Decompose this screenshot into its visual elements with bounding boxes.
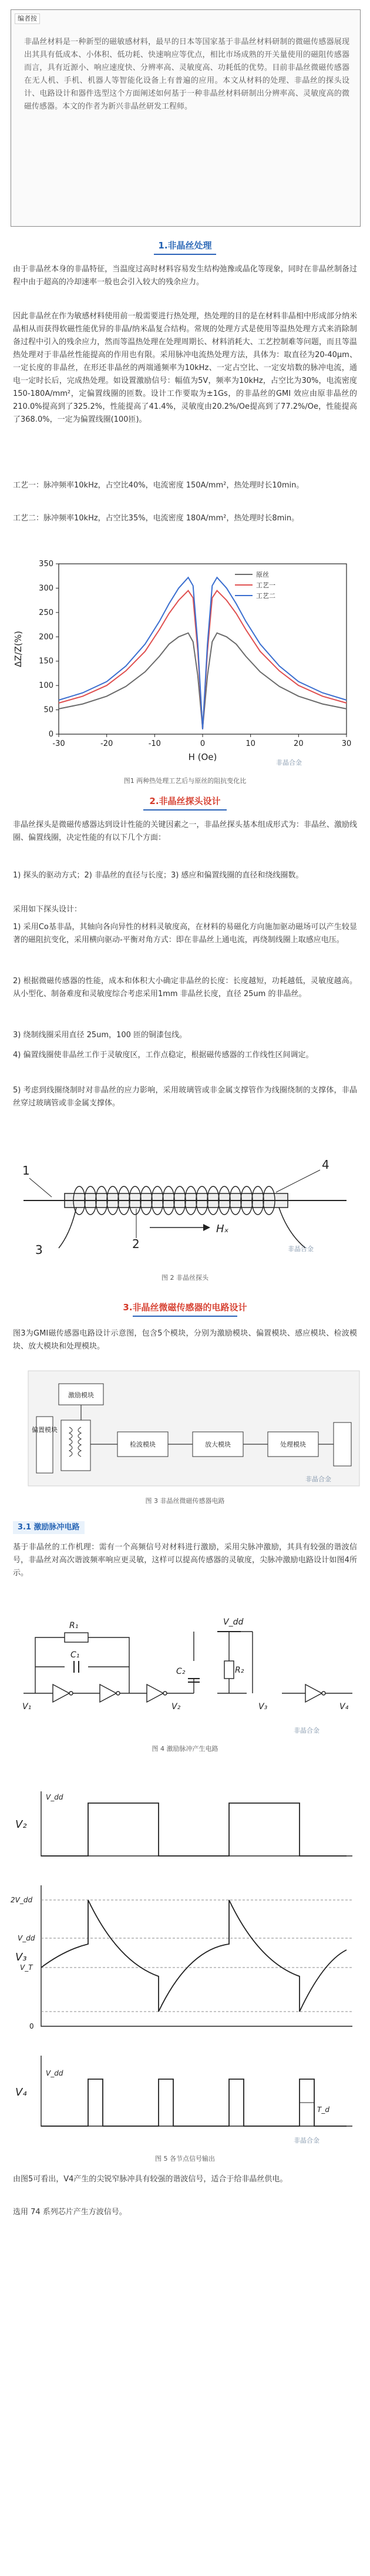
circuit-block-diagram: [0, 1366, 370, 1495]
v3-axis-label: V₃: [15, 1951, 27, 1963]
plot-frame: [59, 564, 347, 734]
coil-lead-right: [279, 1208, 305, 1248]
bias-label: 偏置模块: [32, 1426, 58, 1434]
v2-waveform: [41, 1803, 347, 1856]
field-label: Hₓ: [216, 1223, 229, 1235]
detect-label: 检波模块: [130, 1441, 156, 1448]
section-2-paragraph-1: 非晶丝探头是微磁传感器达到设计性能的关键因素之一，非晶丝探头基本组成形式为：非晶丝、激励线圈、偏置线圈，决定性能的有以下几个方面：: [13, 820, 357, 842]
figure-3: [0, 1366, 370, 1495]
label-4: 4: [322, 1158, 329, 1172]
x-tick-label: 30: [341, 739, 352, 748]
watermark-text: 非晶合金: [276, 759, 302, 766]
v4-vdd-label: V_dd: [46, 2069, 63, 2077]
section-2-item-1: 1) 采用Co基非晶，其轴向各向异性的材料灵敏度高，在材料的易磁化方向施加驱动磁场可以产生较显著的磁阻抗变化，采用横向驱动-平衡对角方式：即在非晶丝上通电流，再绕制线圈上取感应电压。: [13, 923, 357, 944]
section-2-paragraph-2: 1) 探头的驱动方式；2) 非晶丝的直径与长度；3) 感应和偏置线圈的直径和绕线圈数。: [13, 871, 304, 880]
figure-5-caption: 图 5 各节点信号输出: [155, 2155, 215, 2163]
section-2-item-3: 3) 绕制线圈采用直径 25um，100 匝的铜漆包线。: [13, 1031, 187, 1040]
figure-1-caption: 图1 两种热处理工艺后与原丝的阻抗变化比: [123, 777, 247, 785]
impedance-chart: [0, 546, 370, 775]
section-3-title: 3.非晶丝微磁传感器的电路设计: [123, 1302, 247, 1313]
section-2-title: 2.非晶丝探头设计: [149, 796, 221, 806]
y-tick-label: 0: [48, 730, 53, 739]
section-1-process-1: 工艺一：脉冲频率10kHz，占空比40%，电流密度 150A/mm²，热处理时长10min。: [13, 481, 304, 490]
figure-5: [0, 1774, 370, 2150]
watermark-text: 非晶合金: [288, 1245, 314, 1253]
figure-1: [0, 546, 370, 775]
v2-axis-label: V₂: [15, 1818, 27, 1831]
r1-label: R₁: [69, 1621, 79, 1630]
x-tick-label: -30: [52, 739, 65, 748]
y-axis-label: ΔZ/Z(%): [13, 631, 23, 667]
c2-label: C₂: [176, 1667, 186, 1676]
editor-note-text: 非晶丝材料是一种新型的磁敏感材料，最早的日本等国家基于非晶丝材料研制的微磁传感器展现出其具有低成本、小体积、低功耗、快速响应等优点，相比市场成熟的开关量使用的磁阻传感器而言，具有近源小、响应速度快、分辨率高、灵敏度高、功耗低的优势。目前非晶丝微磁传感器在无人机、手机、机器人等智能化设备上有普遍的应用。本文从材料的处理、非晶丝的探头设计、电路设计和器件选型这个方面阐述如何基于一种非晶丝材料研制出分辨率高、灵敏度高的微磁传感器。本文的作者为新兴非晶丝研发工程师。: [24, 38, 349, 111]
label-4-leader: [276, 1170, 320, 1192]
figure-2: [0, 1139, 370, 1269]
v3-label: V₃: [258, 1702, 268, 1711]
y-tick-label: 300: [39, 584, 53, 593]
section-3-1-paragraph-1: 基于非晶丝的工作机理：需有一个高频信号对材料进行激励，采用尖脉冲激励，其具有较强的谐波信号，非晶丝对高次谐波频率响应更灵敏，这样可以提高传感器的灵敏度，尖脉冲激励电路设计如图4所示。: [13, 1543, 357, 1578]
output-block: [334, 1422, 351, 1466]
label-1: 1: [22, 1163, 30, 1178]
x-tick-label: 20: [294, 739, 304, 748]
sensor-block: [61, 1420, 90, 1471]
y-tick-label: 50: [43, 705, 53, 715]
coil-lead-left: [59, 1208, 76, 1248]
v4-axis-label: V₄: [15, 2086, 27, 2099]
section-2-item-5: 5) 考虑到线圈绕制时对非晶丝的应力影响，采用玻璃管或非金属支撑管作为线圈绕制的支撑体，非晶丝穿过玻璃管或非金属支撑体。: [13, 1086, 357, 1108]
excite-label: 激励模块: [68, 1391, 94, 1399]
capacitor-c1: [74, 1661, 79, 1673]
pulse-circuit: [0, 1596, 370, 1743]
legend-label-2: 工艺二: [256, 592, 275, 600]
section-2-item-2: 2) 根据微磁传感器的性能，成本和体积大小确定非晶丝的长度：长度越短，功耗越低，灵敏度越高。从小型化、制备难度和灵敏度综合考虑采用1mm 非晶丝长度，直径 25um 的非晶丝。: [13, 977, 357, 998]
c1-label: C₁: [70, 1650, 80, 1660]
legend-label-1: 工艺一: [256, 581, 275, 589]
x-tick-label: -20: [100, 739, 113, 748]
section-3-1-title: 3.1 激励脉冲电路: [13, 1521, 85, 1534]
section-1-paragraph-2: 因此非晶丝在作为敏感材料使用前一般需要进行热处理，热处理的目的是在材料非晶相中形成部分纳米晶相从而获得软磁性能优异的非晶/纳米晶复合结构。常规的处理方式是使用等温热处理方式来消除制备过程中引入的残余应力，然而等温热处理在处理周期长、材料消耗大、工艺控制难等问题，而且等温热处理对于非晶丝性能提高的作用也有限。采用脉冲电流热处理方法，具体为：取直径为20-40μm、一定长度的非晶丝，在形还非晶丝的两端通频率为10kHz、一定占空比、一定安培数的脉冲电流，通电一定时长后，完成热处理。如设置激励信号：幅值为5V，频率为10kHz，占空比为30%，电流密度150-180A/mm²，定偏置线圈的匝数。设计工作要取为±1Gs，的非晶丝的GMI 效应由原非晶丝的210.0%提高到了325.2%，性能提高了41.4%，灵敏度由20.2%/Oe提高到了77.2%/Oe，性能提高了368.0%，一定为偏置线圈(100匝)。: [13, 312, 357, 424]
timing-diagram: [0, 1774, 370, 2150]
editor-note-tag: 编者按: [15, 14, 40, 24]
x-tick-label: 0: [200, 739, 206, 748]
resistor-r1: [65, 1633, 88, 1642]
v2-vdd-label: V_dd: [46, 1793, 63, 1801]
v3-2vdd-label: 2V_dd: [11, 1896, 33, 1904]
v3-vt-label: V_T: [20, 1963, 33, 1972]
figure-2-caption: 图 2 非晶丝探头: [162, 1274, 208, 1282]
section-1-paragraph-1: 由于非晶丝本身的非晶特征，当温度过高时材料容易发生结构弛豫或晶化等现象，同时在非晶丝制备过程中由于超高的冷却速率一般也会引入较大的残余应力。: [13, 265, 357, 287]
process-label: 处理模块: [280, 1441, 306, 1448]
figure-3-caption: 图 3 非晶丝微磁传感器电路: [145, 1497, 225, 1505]
vdd-label: V_dd: [223, 1617, 244, 1627]
figure-4: [0, 1596, 370, 1743]
y-tick-label: 350: [39, 560, 53, 569]
closing-paragraph-1: 由图5可看出，V4产生的尖锐窄脉冲具有较强的谐波信号，适合于给非晶丝供电。: [13, 2175, 288, 2184]
amp-label: 放大模块: [205, 1441, 231, 1448]
section-1-title: 1.非晶丝处理: [158, 240, 212, 251]
watermark-text: 非晶合金: [294, 2137, 319, 2144]
legend-label-0: 原丝: [256, 571, 269, 579]
editor-note-box: [11, 9, 361, 227]
label-1-leader: [29, 1178, 52, 1197]
x-tick-label: -10: [148, 739, 161, 748]
y-tick-label: 200: [39, 633, 53, 642]
y-tick-label: 150: [39, 657, 53, 666]
v3-waveform: [41, 1900, 347, 2012]
section-1-underline: [154, 254, 216, 255]
v4-label: V₄: [339, 1702, 349, 1711]
chart-axes: [13, 560, 351, 762]
v1-label: V₁: [22, 1702, 32, 1711]
y-tick-label: 100: [39, 681, 53, 691]
watermark-text: 非晶合金: [294, 1727, 319, 1734]
section-2-item-4: 4) 偏置线圈使非晶丝工作于灵敏度区，工作点稳定，根据磁传感器的工作线性区间调定。: [13, 1051, 314, 1060]
closing-paragraph-2: 选用 74 系列芯片产生方波信号。: [13, 2208, 127, 2217]
v2-label: V₂: [171, 1702, 181, 1711]
td-label: T_d: [317, 2106, 329, 2114]
section-2-paragraph-3: 采用如下探头设计：: [13, 905, 82, 914]
section-1-process-2: 工艺二：脉冲频率10kHz，占空比35%，电流密度 180A/mm²，热处理时长8min。: [13, 514, 300, 523]
v3-vdd-label: V_dd: [18, 1934, 35, 1942]
x-axis-label: H (Oe): [188, 752, 217, 762]
section-3-paragraph-1: 图3为GMI磁传感器电路设计示意图，包含5个模块，分别为激励模块、偏置模块、感应模块、检波模块、放大模块和处理模块。: [13, 1329, 357, 1351]
resistor-r2: [224, 1661, 234, 1679]
x-tick-label: 10: [245, 739, 255, 748]
section-2-underline: [143, 809, 227, 811]
label-3: 3: [35, 1243, 43, 1257]
r2-label: R₂: [235, 1666, 244, 1675]
label-2: 2: [132, 1237, 140, 1251]
probe-diagram: [0, 1139, 370, 1269]
figure-4-caption: 图 4 激励脉冲产生电路: [152, 1745, 218, 1753]
y-tick-label: 250: [39, 608, 53, 617]
v3-zero-label: 0: [29, 2022, 34, 2030]
watermark-text: 非晶合金: [305, 1475, 331, 1483]
section-3-underline: [133, 1316, 237, 1317]
bias-block: [36, 1417, 53, 1473]
